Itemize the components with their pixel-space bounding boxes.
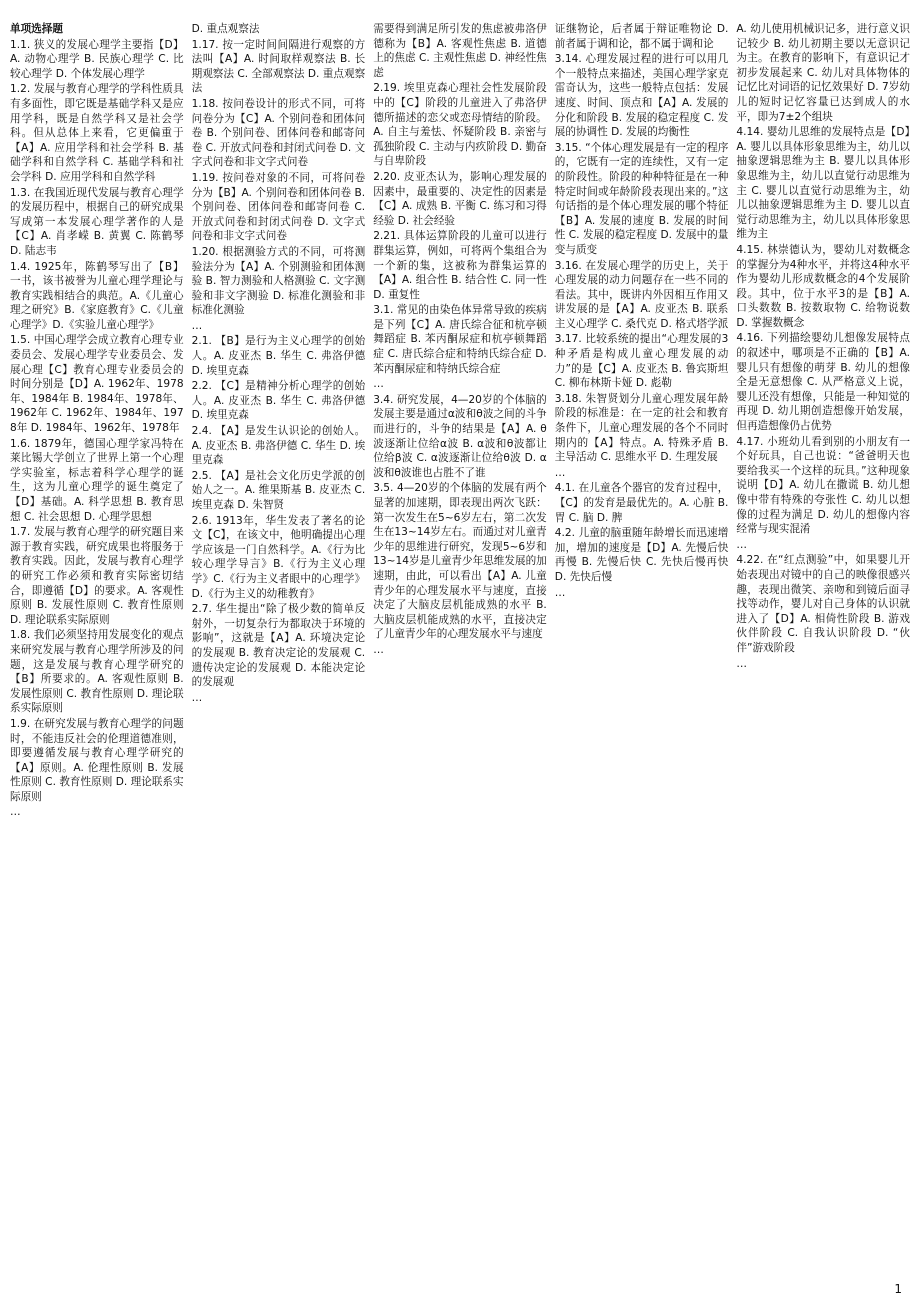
question-paragraph: 1.3. 在我国近现代发展与教育心理学的发展历程中，根据自己的研究成果写成第一本发展心理学著作的人是【C】A. 肖孝嵘 B. 黄翼 C. 陈鹤琴 D. 陆志韦 (10, 186, 184, 257)
question-paragraph: 2.21. 具体运算阶段的儿童可以进行群集运算，例如，可将两个集组合为一个新的集，这被称为群集运算的【A】A. 组合性 B. 结合性 C. 同一性 D. 重复性 (373, 230, 547, 301)
question-paragraph: 4.1. 在儿童各个器官的发育过程中，【C】的发育是最优先的。A. 心脏 B. 胃 C. 脑 D. 脾 (554, 482, 729, 524)
question-paragraph: 1.4. 1925年，陈鹤琴写出了【B】一书，该书被誉为儿童心理学理论与教育实践相结合的典范。A.《儿童心理之研究》B.《家庭教育》C.《儿童心理学》D.《实验儿童心理学》 (10, 260, 184, 331)
question-paragraph: 4.2. 儿童的脑重随年龄增长而迅速增加，增加的速度是【D】A. 先慢后快再慢 B. 先慢后快 C. 先快后慢再快 D. 先快后慢 (554, 527, 729, 583)
question-paragraph: 3.15. “个体心理发展是有一定的程序的，它既有一定的连续性，又有一定的阶段性。阶段的种种特征是在一种特定时间或年龄阶段表现出来的。”这句话指的是个体心理发展的哪个特征【B】A. 发展的速度 B. 发展的时间性 C. 发展的稳定程度 D. 发展中的量变与质变 (554, 141, 729, 256)
question-paragraph: 1.6. 1879年，德国心理学家冯特在莱比锡大学创立了世界上第一个心理学实验室，标志着科学心理学的诞生，这为儿童心理学的诞生奠定了【D】基础。A. 科学思想 B. 教育思想 C. 社会思想 D. 心理学思想 (10, 437, 184, 523)
question-paragraph: A. 幼儿使用机械识记多，进行意义识记较少 B. 幼儿初期主要以无意识记为主。在教育的影响下，有意识记才初步发展起来 C. 幼儿对具体物体的记忆比对词语的记忆效果好 D. 7岁幼儿的短时记忆容量已达到成人的水平，即为7±2个组块 (736, 23, 910, 123)
question-paragraph: 3.4. 研究发展，4—20岁的个体脑的发展主要是通过α波和θ波之间的斗争而进行的，斗争的结果是【A】A. θ波逐渐让位给α波 B. α波和θ波都让位给β波 C. α波逐渐让位给θ波 D. α波和θ波谁也占胜不了谁 (373, 393, 547, 479)
question-paragraph: 2.4. 【A】是发生认识论的创始人。A. 皮亚杰 B. 弗洛伊德 C. 华生 D. 埃里克森 (191, 425, 366, 467)
text-column (192, 22, 366, 1284)
question-paragraph: … (373, 378, 384, 391)
text-column (736, 22, 910, 1284)
question-paragraph: 4.22. 在“红点测验”中，如果婴儿开始表现出对镜中的自己的映像很感兴趣，表现出微笑、亲吻和到镜后面寻找等动作，婴儿对自己身体的认识就进入了【D】A. 相倚性阶段 B. 游戏伙伴阶段 C. 自我认识阶段 D. “伙伴”游戏阶段 (736, 554, 910, 654)
question-paragraph: 1.19. 按问卷对象的不同，可将问卷分为【B】A. 个别问卷和团体问卷 B. 个别问卷、团体问卷和邮寄问卷 C. 开放式问卷和封闭式问卷 D. 文字式问卷和非文字式问卷 (191, 171, 366, 243)
text-columns (10, 22, 910, 1284)
question-paragraph: 4.14. 婴幼儿思维的发展特点是【D】A. 婴儿以具体形象思维为主，幼儿以抽象逻辑思维为主 B. 婴儿以具体形象思维为主，幼儿以直觉行动思维为主 C. 婴儿以直觉行动思维为主，幼儿以抽象逻辑思维为主 D. 婴儿以直觉行动思维为主，幼儿以具体形象思维为主 (736, 126, 910, 241)
question-paragraph: … (373, 643, 384, 656)
question-paragraph: 3.17. 比较系统的提出“心理发展的3种矛盾是构成儿童心理发展的动力”的是【C】A. 皮亚杰 B. 鲁宾斯坦 C. 柳布林斯卡娅 D. 彪勒 (554, 333, 729, 390)
question-paragraph: 1.2. 发展与教育心理学的学科性质具有多面性，即它既是基础学科又是应用学科，既是自然学科又是社会学科。但从总体上来看，它更偏重于【A】A. 应用学科和社会学科 B. 基础学科和自然学科 C. 基础学科和社会学科 D. 应用学科和自然学科 (10, 83, 184, 183)
question-paragraph: … (191, 319, 203, 332)
question-paragraph: 2.20. 皮亚杰认为，影响心理发展的因素中，最重要的、决定性的因素是【C】A. 成熟 B. 平衡 C. 练习和习得经验 D. 社会经验 (373, 170, 547, 227)
question-paragraph: 3.16. 在发展心理学的历史上，关于心理发展的动力问题存在一些不同的看法。其中，既讲内外因相互作用又讲发展的是【A】A. 皮亚杰 B. 联系主义心理学 C. 桑代克 D. 格式塔学派 (554, 259, 729, 330)
question-paragraph: 1.7. 发展与教育心理学的研究题目来源于教育实践，研究成果也将服务于教育实践。因此，发展与教育心理学的研究工作必须和教育实际密切结合，即遵循【D】的要求。A. 客观性原则 B. 发展性原则 C. 教育性原则 D. 理论联系实际原则 (10, 526, 184, 626)
question-paragraph: 4.16. 下列描绘婴幼儿想像发展特点的叙述中，哪项是不正确的【B】A. 婴儿只有想像的萌芽 B. 幼儿的想像全是无意想像 C. 从严格意义上说，婴儿还没有想像，只能是一种知觉的再现 D. 幼儿期创造想像开始发展，但再造想像仍占优势 (736, 332, 910, 433)
question-paragraph: 2.1. 【B】是行为主义心理学的创始人。A. 皮亚杰 B. 华生 C. 弗洛伊德 D. 埃里克森 (191, 335, 366, 377)
section-heading: 单项选择题 (10, 23, 63, 35)
question-paragraph: 2.6. 1913年，华生发表了著名的论文【C】，在该文中，他明确提出心理学应该是一门自然科学。A.《行为比较心理学导言》B.《行为主义心理学》C.《行为主义者眼中的心理学》D.《行为主义的幼稚教育》 (191, 514, 366, 600)
question-paragraph: 3.5. 4—20岁的个体脑的发展有两个显著的加速期，即表现出两次飞跃：第一次发生在5~6岁左右，第二次发生在13~14岁左右。而通过对儿童青少年的思维进行研究，发现5~6岁和13~14岁是儿童青少年思维发展的加速期，由此，可以看出【A】A. 儿童青少年的心理发展水平与速度，直接决定了大脑皮层机能成熟的水平 B. 大脑皮层机能成熟的水平，直接决定了儿童青少年的心理发展水平与速度 (373, 482, 547, 641)
text-column (555, 22, 729, 1284)
question-paragraph: … (191, 691, 203, 704)
question-paragraph: … (736, 657, 747, 670)
question-paragraph: 需要得到满足所引发的焦虑被弗洛伊德称为【B】A. 客观性焦虑 B. 道德上的焦虑 C. 主观性焦虑 D. 神经性焦虑 (373, 23, 547, 79)
question-paragraph: 4.15. 林崇德认为，婴幼儿对数概念的掌握分为4种水平，并将这4种水平作为婴幼儿形成数概念的4个发展阶段。其中，位于水平3的是【B】A. 口头数数 B. 按数取物 C. 给物说数 D. 掌握数概念 (736, 243, 910, 329)
question-paragraph: … (554, 586, 566, 599)
question-paragraph: 3.1. 常见的由染色体异常导致的疾病是下列【C】A. 唐氏综合征和杭亭顿舞蹈症 B. 苯丙酮尿症和杭亭顿舞蹈症 C. 唐氏综合症和特纳氏综合症 D. 苯丙酮尿症和特纳氏综合症 (373, 304, 547, 375)
question-paragraph: 2.2. 【C】是精神分析心理学的创始人。A. 皮亚杰 B. 华生 C. 弗洛伊德 D. 埃里克森 (191, 380, 366, 422)
question-paragraph: 4.17. 小班幼儿看到别的小朋友有一个好玩具，自己也说：“爸爸明天也要给我买一个这样的玩具。”这种现象说明【D】A. 幼儿在撒谎 B. 幼儿想像中带有特殊的夸张性 C. 幼儿以想像的过程为满足 D. 幼儿的想像内容经常与现实混淆 (736, 435, 910, 536)
question-paragraph: 2.7. 华生提出“除了极少数的简单反射外，一切复杂行为都取决于环境的影响”，这就是【A】A. 环境决定论的发展观 B. 教育决定论的发展观 C. 遗传决定论的发展观 D. 本能决定论的发展观 (191, 603, 366, 689)
question-paragraph: 1.9. 在研究发展与教育心理学的问题时，不能违反社会的伦理道德准则，即要遵循发展与教育心理学研究的【A】原则。A. 伦理性原则 B. 发展性原则 C. 教育性原则 D. 理论联系实际原则 (10, 717, 184, 803)
question-paragraph: … (554, 466, 566, 479)
question-paragraph: 1.17. 按一定时间间隔进行观察的方法叫【A】A. 时间取样观察法 B. 长期观察法 C. 全部观察法 D. 重点观察法 (191, 38, 366, 95)
question-paragraph: … (736, 538, 747, 551)
question-paragraph: D. 重点观察法 (191, 23, 260, 35)
question-paragraph: … (10, 806, 21, 819)
question-paragraph: 1.8. 我们必须坚持用发展变化的观点来研究发展与教育心理学所涉及的问题，这是发展与教育心理学研究的【B】所要求的。A. 客观性原则 B. 发展性原则 C. 教育性原则 D. 理论联系实际原则 (10, 629, 184, 715)
question-paragraph: 1.5. 中国心理学会成立教育心理专业委员会、发展心理学专业委员会、发展心理【C】教育心理专业委员会的时间分别是【D】A. 1962年、1978年、1984年 B. 1984年、1978年、1962年 C. 1962年、1984年、1978年 D. 1984年、1962年、1978年 (10, 334, 184, 435)
question-paragraph: 1.18. 按问卷设计的形式不同，可将问卷分为【C】A. 个别问卷和团体问卷 B. 个别问卷、团体问卷和邮寄问卷 C. 开放式问卷和封闭式问卷 D. 文字式问卷和非文字式问卷 (191, 97, 366, 169)
question-paragraph: 1.1. 狭义的发展心理学主要指【D】A. 动物心理学 B. 民族心理学 C. 比较心理学 D. 个体发展心理学 (10, 38, 184, 80)
question-paragraph: 2.5. 【A】是社会文化历史学派的创始人之一。A. 维果斯基 B. 皮亚杰 C. 埃里克森 D. 朱智贤 (191, 469, 366, 511)
question-paragraph: 3.18. 朱智贤划分儿童心理发展年龄阶段的标准是：在一定的社会和教育条件下，儿童心理发展的各个不同时期内的【A】特点。A. 特殊矛盾 B. 主导活动 C. 思维水平 D. 生理发展 (554, 392, 729, 464)
question-paragraph: 3.14. 心理发展过程的进行可以用几个一般特点来描述，美国心理学家克雷奇认为，这些一般特点包括：发展速度、时间、顶点和【A】A. 发展的分化和阶段 B. 发展的稳定程度 C. 发展的协调性 D. 发展的均衡性 (554, 53, 729, 139)
question-paragraph: 证继物论，后者属于辩证唯物论 D. 前者属于调和论，都不属于调和论 (554, 23, 729, 50)
page-number: 1 (894, 1282, 902, 1296)
text-column (373, 22, 547, 1284)
question-paragraph: 1.20. 根据测验方式的不同，可将测验法分为【A】A. 个别测验和团体测验 B. 智力测验和人格测验 C. 文字测验和非文字测验 D. 标准化测验和非标准化测验 (191, 245, 366, 317)
text-column (10, 22, 184, 1284)
question-paragraph: 2.19. 埃里克森心理社会性发展阶段中的【C】阶段的儿童进入了弗洛伊德所描述的恋父或恋母情结的阶段。A. 自主与羞怯、怀疑阶段 B. 亲密与孤独阶段 C. 主动与内疚阶段 D. 勤奋与自卑阶段 (373, 82, 547, 168)
